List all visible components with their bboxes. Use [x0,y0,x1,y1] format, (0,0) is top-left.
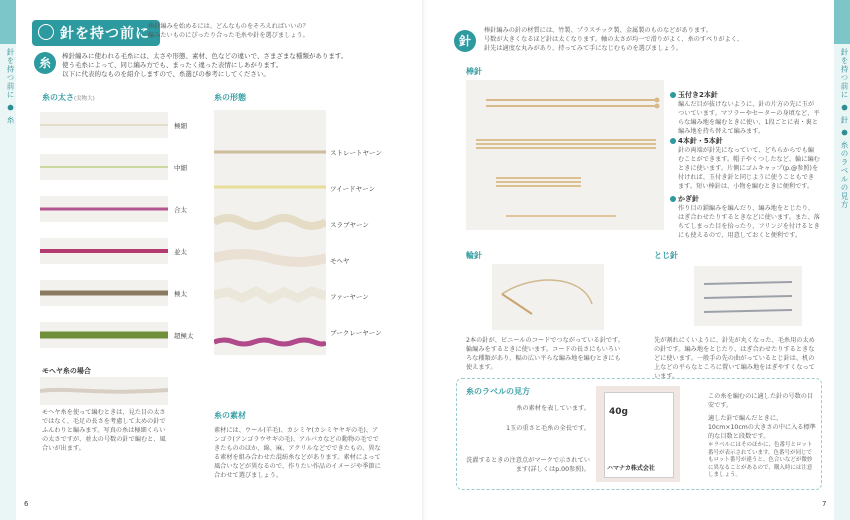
intro-text: 棒針編みに使われる毛糸には、太さや形態、素材、色などの違いで、さまざまな種類があります。 使う毛糸によって、同じ編み方でも、まったく違った表情にしあがります。 以下に代表的なものを紹介しますので、糸選びの参考にしてください。 [62,52,348,78]
needle-type-item [670,194,820,240]
side-tab-right [834,0,850,520]
bobari-header: 棒針 [466,67,482,76]
yarn-thickness-label: 合太 [174,206,187,214]
bullet-dot-icon [670,92,676,98]
label-note: 1玉の重さと毛糸の全長です。 [506,425,590,432]
yarn-thickness-label: 極太 [174,290,187,298]
label-brand: ハマナカ株式会社 [607,465,655,472]
side-label: 針を持つ前に ● 糸 [6,48,15,125]
yarn-form-label: モヘヤ [330,257,350,265]
left-page [0,0,424,520]
side-tab-left [0,0,16,520]
label-weight: 40g [609,407,628,417]
mohair-photo [40,377,168,405]
yarn-form-label: ツイードヤーン [330,185,376,193]
tojibari-header: とじ針 [654,251,678,260]
side-label-right: 針を持つ前に ● 針 ● 糸のラベルの見方 [840,48,849,210]
needle-type-title: 玉付き2本針 [670,90,820,100]
mohair-header: モヘヤ糸の場合 [42,367,91,375]
material-text: 素材には、ウール(羊毛)、カシミヤ(カシミヤヤギの毛)、アンゴラ(アンゴラウサギの毛)、アルパカなどの動物の毛でできたもののほか、綿、麻、アクリルなどでできたもの、異なる素材を組み合わせた混紡糸などがあります。素材によって風合いなどが異なるので、作りたい作品のイメージや季節に合わせて選びましょう。 [214,427,381,479]
right-page [426,0,850,520]
section-icon: 糸 [34,52,56,74]
page-number-right: 7 [822,500,827,508]
needles-image [466,80,664,230]
circular-needle-photo [492,264,604,330]
label-header: 糸のラベルの見方 [466,387,530,396]
yarn-sample [40,196,168,222]
yarn-sample [40,322,168,348]
needle-type-text: 編んだ目が抜けないように、針の片方の先に玉がついています。マフラーやセーターの身頃など、平らな編み地を編むときに使い、1段ごとに表・裏と編み地を持ち替えて編みます。 [678,101,820,135]
yarn-thickness-label: 並太 [174,248,187,256]
yarn-sample [40,280,168,306]
yarn-form-label: ファーヤーン [330,293,369,301]
thickness-header: 糸の太さ(実物大) [42,93,95,102]
tojibari-text: 先が割れにくいように、針先が丸くなった、毛糸用の太めの針です。編み地をとじたり、はぎ合わせたりするときなどに使います。一般手の先の曲がっているとじ針は、机の上などの平らなところに置いて編み地をはぎやすくなっています。 [654,337,815,380]
label-note: ＊ラベルにはそのほかに、色番号とロット番号が表示されています。色番号が同じでもロット番号が違うと、色合いなどが微妙に異なることがあるので、購入時には注意しましょう。 [708,442,813,478]
needle-type-item [670,90,820,136]
yarn-thickness-label: 超極太 [174,332,194,340]
needle-intro: 棒針編みの針の材質には、竹製、プラスチック製、金属製のものなどがあります。 号数が大きくなるほど針は太くなります。軸の太さが均一で滑りがよく、糸のすべりがよく、 針先は適度な丸みがあり、持ってみて手になじむものを選びましょう。 [484,27,744,52]
needle-type-text: 針の両端が針先になっていて、どちらからでも編むことができます。帽子やくつしたなど、輪に編むときに使います。片側にゴムキャップ(p.@参照)を付ければ、玉付き針と同じように使うこともできます。短い棒針は、小物を編むときに便利です。 [678,147,820,190]
section-icon-needle: 針 [454,30,476,52]
label-note: 洗濯するときの注意点がマークで示されています(詳しくはp.00参照)。 [466,457,590,473]
yarn-sample [40,154,168,180]
needles-photo [466,80,664,230]
label-note: 糸の素材を表しています。 [516,405,590,412]
yarn-sample [40,238,168,264]
chapter-subtitle: 棒針編みを始めるには、どんなものをそろえればいいの？ 編みたいものにぴったり合った毛糸や針を選びましょう。 [148,23,309,39]
bullet-dot-icon [670,196,676,202]
tapestry-needle-photo [694,266,802,326]
mohair-text: モヘヤ糸を使って編むときは、見た目の太さではなく、毛足の長さを考慮して太めの針でふんわりと編みます。写真の糸は極細くらいの太さですが、並太の号数の針で編むと、風合いが出ます。 [42,409,166,452]
yarn-form-photo [214,110,326,355]
label-note: この糸を編むのに適した針の号数の目安です。 [708,393,814,409]
chapter-icon [38,24,54,40]
circular-needle-image [492,264,604,330]
yarn-thickness-label: 極細 [174,122,187,130]
yarn-form-image [214,110,326,355]
material-header: 糸の素材 [214,411,246,420]
yarn-sample [40,112,168,138]
rinbari-header: 輪針 [466,251,482,260]
rinbari-text: 2本の針が、ビニールのコードでつながっている針です。輪編みをするときに使います。コードの長さにもいろいろな種類があり、幅の広い平らな編み地を編むときにも使えます。 [466,337,625,371]
yarn-form-label: スラブヤーン [330,221,369,229]
page-number-left: 6 [24,500,29,508]
yarn-label-photo [596,386,680,482]
bullet-dot-icon [670,138,676,144]
yarn-thickness-label: 中細 [174,164,187,172]
yarn-label-tag [604,392,674,478]
yarn-form-label: ブークレーヤーン [330,329,382,337]
yarn-form-label: ストレートヤーン [330,149,382,157]
needle-type-text: 作り目の鎖編みを編んだり、編み地をとじたり、はぎ合わせたりするときなどに使います。また、落ちてしまった目を拾ったり、フリンジを付けるときにも使えるので、用意しておくと便利です。 [678,205,820,239]
mohair-yarn-image [40,377,168,405]
needle-type-title: かぎ針 [670,194,820,204]
tapestry-needle-image [694,266,802,326]
needle-type-item [670,136,820,191]
needle-type-title: 4本針・5本針 [670,136,820,146]
chapter-title: 針を持つ前に [32,20,160,46]
form-header: 糸の形態 [214,93,246,102]
label-note: 適した針で編んだときに、10cm×10cmの大きさの中に入る標準的な目数と段数です。 [708,415,816,440]
